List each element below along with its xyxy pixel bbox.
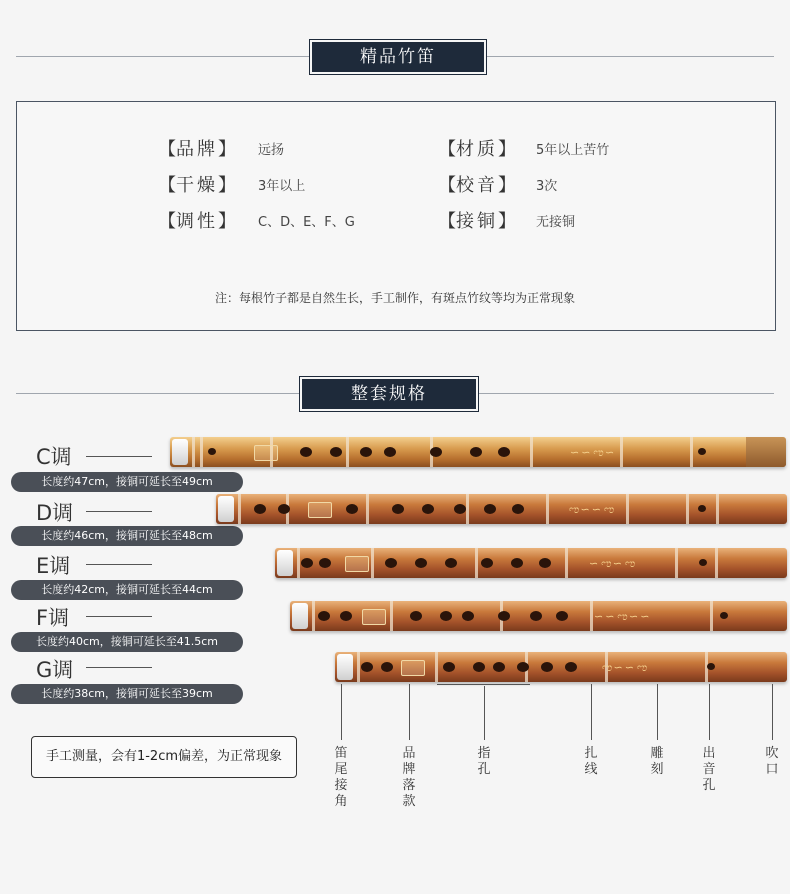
line-engraving — [657, 684, 658, 740]
spec-value-tuning: 3次 — [536, 179, 558, 194]
spec-label-brand: 【品牌】 — [158, 139, 236, 160]
natural-note: 注：每根竹子都是自然生长，手工制作，有斑点竹纹等均为正常现象 — [214, 291, 575, 305]
section-title-set: 整套规格 — [302, 379, 476, 409]
key-line-g — [86, 667, 152, 668]
flute-f: ∽∽ಌ∽∽ — [290, 601, 787, 631]
spec-label-tuning: 【校音】 — [438, 175, 516, 196]
line-finger-holes — [484, 686, 485, 740]
line-brand-mark — [409, 684, 410, 740]
spec-label-material: 【材质】 — [438, 139, 516, 160]
flute-g: ಌ∽∽ಌ — [335, 652, 787, 682]
spec-value-copper: 无接铜 — [536, 215, 576, 230]
key-name-g: G调 — [36, 658, 74, 682]
title-rule-left — [16, 56, 311, 57]
title-rule-right-2 — [475, 393, 774, 394]
part-label-sound-holes: 出音孔 — [702, 746, 716, 793]
length-pill-f: 长度约40cm，接铜可延长至41.5cm — [11, 632, 243, 652]
length-pill-g: 长度约38cm，接铜可延长至39cm — [11, 684, 243, 704]
part-label-mouth-hole: 吹口 — [765, 746, 779, 777]
key-line-d — [86, 511, 152, 512]
length-pill-d: 长度约46cm，接铜可延长至48cm — [11, 526, 243, 546]
finger-hole-bracket — [437, 684, 530, 685]
part-label-binding: 扎线 — [584, 746, 598, 777]
key-line-c — [86, 456, 152, 457]
flute-d: ಌ∽∽ಌ — [216, 494, 787, 524]
key-name-e: E调 — [36, 554, 71, 578]
spec-value-brand: 远扬 — [258, 143, 285, 158]
part-label-brand-mark: 品牌落款 — [402, 746, 416, 809]
flute-c: ∽∽ಌ∽ — [170, 437, 786, 467]
spec-label-copper: 【接铜】 — [438, 211, 516, 232]
part-label-engraving: 雕刻 — [650, 746, 664, 777]
key-line-f — [86, 616, 152, 617]
key-name-c: C调 — [36, 445, 72, 469]
part-label-finger-holes: 指孔 — [477, 746, 491, 777]
key-line-e — [86, 564, 152, 565]
length-pill-e: 长度约42cm，接铜可延长至44cm — [11, 580, 243, 600]
length-pill-c: 长度约47cm，接铜可延长至49cm — [11, 472, 243, 492]
title-rule-left-2 — [16, 393, 301, 394]
key-name-f: F调 — [36, 606, 70, 630]
section-title-premium: 精品竹笛 — [312, 42, 484, 72]
line-mouth-hole — [772, 684, 773, 740]
spec-label-drying: 【干燥】 — [158, 175, 236, 196]
key-name-d: D调 — [36, 501, 74, 525]
spec-value-key: C、D、E、F、G — [258, 215, 355, 230]
spec-label-key: 【调性】 — [158, 211, 236, 232]
spec-value-material: 5年以上苦竹 — [536, 143, 610, 158]
title-rule-right — [483, 56, 774, 57]
flute-e: ∽ಌ∽ಌ — [275, 548, 787, 578]
part-label-tail-joint: 笛尾接角 — [334, 746, 348, 809]
line-sound-holes — [709, 684, 710, 740]
spec-value-drying: 3年以上 — [258, 179, 306, 194]
line-tail-joint — [341, 684, 342, 740]
measure-note: 手工测量，会有1-2cm偏差，为正常现象 — [31, 736, 297, 778]
line-binding — [591, 684, 592, 740]
